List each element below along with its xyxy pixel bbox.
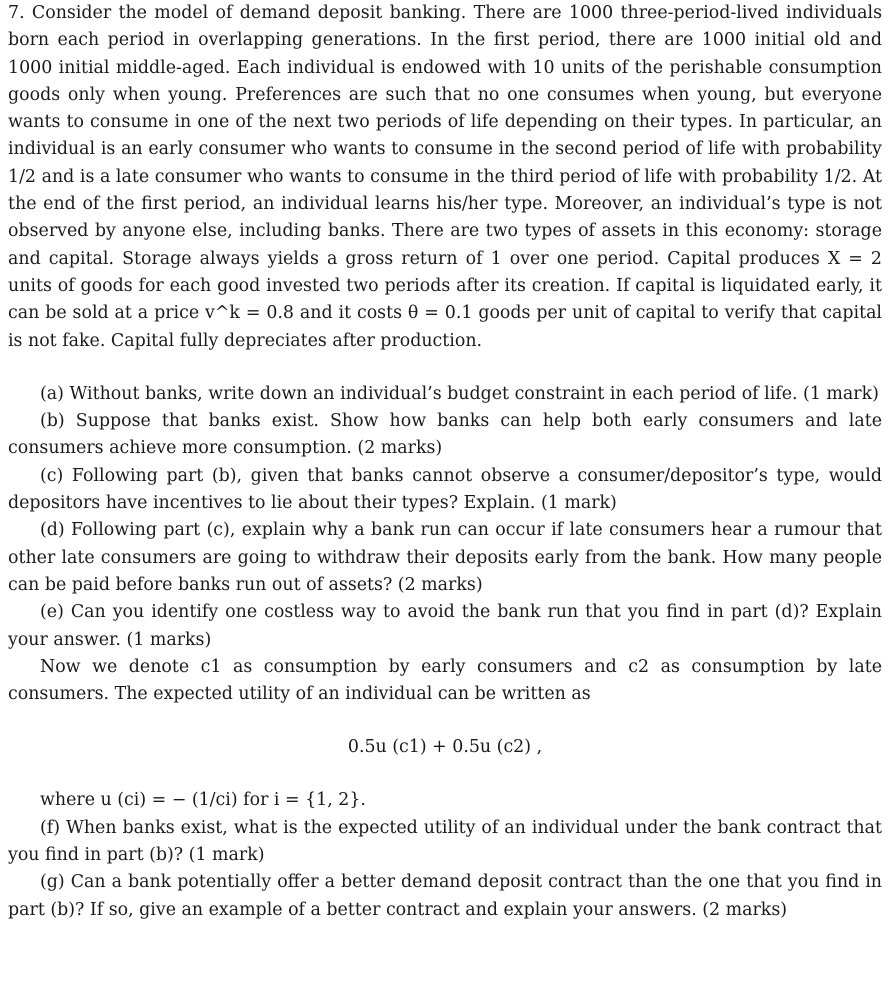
utility-definition-text: Now we denote c1 as consumption by early consumers and c2 as consumption by late consumers. The expected utility of an individual can be written as bbox=[8, 656, 882, 705]
expected-utility-equation: 0.5u (c1) + 0.5u (c2) , bbox=[347, 737, 543, 758]
spacer bbox=[8, 355, 882, 381]
part-f: (f) When banks exist, what is the expected utility of an individual under the bank contract that you find in part (b)? (1 mark) bbox=[8, 817, 882, 866]
part-b: (b) Suppose that banks exist. Show how banks can help both early consumers and late consumers achieve more consumption. (2 marks) bbox=[8, 411, 882, 459]
utility-function-text: where u (ci) = − (1/ci) for i = {1, 2}. bbox=[40, 790, 366, 811]
part-e: (e) Can you identify one costless way to avoid the bank run that you find in part (d)? Explain your answer. (1 marks) bbox=[8, 602, 882, 650]
part-d: (d) Following part (c), explain why a bank run can occur if late consumers hear a rumour that other late consumers are going to withdraw their deposits early from the bank. How many people can be paid before banks run out of assets? (2 marks) bbox=[8, 520, 882, 595]
question-7-intro: 7. Consider the model of demand deposit banking. There are 1000 three-period-lived individuals born each period in overlapping generations. In the first period, there are 1000 initial old and 1000 initial middle-aged. Each individual is endowed with 10 units of the perishable consumption goods only when young. Preferences are such that no one consumes when young, but everyone wants to consume in one of the next two periods of life depending on their types. In particular, an individual is an early consumer who wants to consume in the second period of life with probability 1/2 and is a late consumer who wants to consume in the third period of life with probability 1/2. At the end of the first period, an individual learns his/her type. Moreover, an individual’s type is not observed by anyone else, including banks. There are two types of assets in this economy: storage and capital. Storage always yields a gross return of 1 over one period. Capital produces X = 2 units of goods for each good invested two periods after its creation. If capital is liquidated early, it can be sold at a price v^k = 0.8 and it costs θ = 0.1 goods per unit of capital to verify that capital is not fake. Capital fully depreciates after production. bbox=[8, 3, 882, 351]
part-c: (c) Following part (b), given that banks cannot observe a consumer/depositor’s type, would depositors have incentives to lie about their types? Explain. (1 mark) bbox=[8, 465, 882, 514]
part-g: (g) Can a bank potentially offer a better demand deposit contract than the one that you find in part (b)? If so, give an example of a better contract and explain your answers. (2 marks) bbox=[8, 872, 882, 920]
part-a: (a) Without banks, write down an individual’s budget constraint in each period of life. (1 mark) bbox=[40, 383, 879, 404]
